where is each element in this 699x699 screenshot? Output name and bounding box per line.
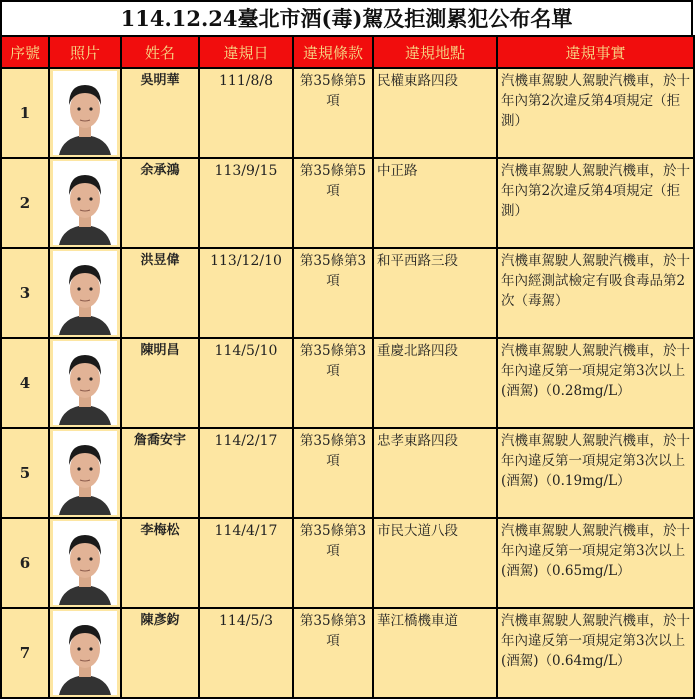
column-header: 違規地點 [373, 36, 497, 68]
offender-name: 陳明昌 [121, 338, 199, 428]
person-photo-icon [53, 71, 117, 155]
offender-name: 陳彥鈞 [121, 608, 199, 698]
table-row [1, 68, 694, 158]
column-header: 序號 [1, 36, 49, 68]
photo-cell [49, 68, 121, 158]
person-photo-icon [53, 251, 117, 335]
page-title: 114.12.24臺北市酒(毒)駕及拒測累犯公布名單 [0, 0, 693, 35]
violation-fact: 汽機車駕駛人駕駛汽機車，於十年內經測試檢定有吸食毒品第2次（毒駕） [497, 248, 694, 338]
photo-cell [49, 608, 121, 698]
violation-clause: 第35條第3項 [293, 608, 373, 698]
row-number: 2 [1, 158, 49, 248]
offender-name: 余承鴻 [121, 158, 199, 248]
person-photo-icon [53, 611, 117, 695]
violation-date: 114/2/17 [199, 428, 293, 518]
violation-location: 華江橋機車道 [373, 608, 497, 698]
row-number: 5 [1, 428, 49, 518]
offender-name: 吳明華 [121, 68, 199, 158]
table-row [1, 248, 694, 338]
table-row [1, 428, 694, 518]
violation-location: 中正路 [373, 158, 497, 248]
violation-fact: 汽機車駕駛人駕駛汽機車，於十年內違反第一項規定第3次以上(酒駕)（0.19mg/L） [497, 428, 694, 518]
table-row [1, 608, 694, 698]
violation-location: 忠孝東路四段 [373, 428, 497, 518]
violation-clause: 第35條第3項 [293, 518, 373, 608]
violation-clause: 第35條第3項 [293, 428, 373, 518]
person-photo-icon [53, 161, 117, 245]
violation-fact: 汽機車駕駛人駕駛汽機車，於十年內違反第一項規定第3次以上(酒駕)（0.64mg/L） [497, 608, 694, 698]
person-photo-icon [53, 341, 117, 425]
violation-date: 114/4/17 [199, 518, 293, 608]
row-number: 6 [1, 518, 49, 608]
violation-fact: 汽機車駕駛人駕駛汽機車，於十年內第2次違反第4項規定（拒測） [497, 158, 694, 248]
offender-name: 洪昱偉 [121, 248, 199, 338]
table-row [1, 158, 694, 248]
photo-cell [49, 428, 121, 518]
column-header: 違規日 [199, 36, 293, 68]
column-header: 姓名 [121, 36, 199, 68]
offender-name: 李梅松 [121, 518, 199, 608]
person-photo-icon [53, 521, 117, 605]
violation-clause: 第35條第3項 [293, 338, 373, 428]
column-header: 照片 [49, 36, 121, 68]
violation-clause: 第35條第5項 [293, 68, 373, 158]
offender-table [0, 35, 695, 699]
photo-cell [49, 338, 121, 428]
row-number: 7 [1, 608, 49, 698]
violation-location: 民權東路四段 [373, 68, 497, 158]
row-number: 3 [1, 248, 49, 338]
violation-location: 重慶北路四段 [373, 338, 497, 428]
violation-location: 市民大道八段 [373, 518, 497, 608]
table-row [1, 338, 694, 428]
violation-date: 111/8/8 [199, 68, 293, 158]
person-photo-icon [53, 431, 117, 515]
violation-clause: 第35條第3項 [293, 248, 373, 338]
violation-fact: 汽機車駕駛人駕駛汽機車，於十年內第2次違反第4項規定（拒測） [497, 68, 694, 158]
row-number: 4 [1, 338, 49, 428]
table-row [1, 518, 694, 608]
column-header: 違規條款 [293, 36, 373, 68]
violation-fact: 汽機車駕駛人駕駛汽機車，於十年內違反第一項規定第3次以上(酒駕)（0.28mg/L） [497, 338, 694, 428]
violation-date: 113/12/10 [199, 248, 293, 338]
violation-date: 114/5/3 [199, 608, 293, 698]
violation-date: 114/5/10 [199, 338, 293, 428]
violation-location: 和平西路三段 [373, 248, 497, 338]
column-header: 違規事實 [497, 36, 694, 68]
photo-cell [49, 248, 121, 338]
violation-clause: 第35條第5項 [293, 158, 373, 248]
photo-cell [49, 158, 121, 248]
photo-cell [49, 518, 121, 608]
header-row [1, 36, 694, 68]
violation-date: 113/9/15 [199, 158, 293, 248]
offender-name: 詹喬安宇 [121, 428, 199, 518]
row-number: 1 [1, 68, 49, 158]
violation-fact: 汽機車駕駛人駕駛汽機車，於十年內違反第一項規定第3次以上(酒駕)（0.65mg/L） [497, 518, 694, 608]
